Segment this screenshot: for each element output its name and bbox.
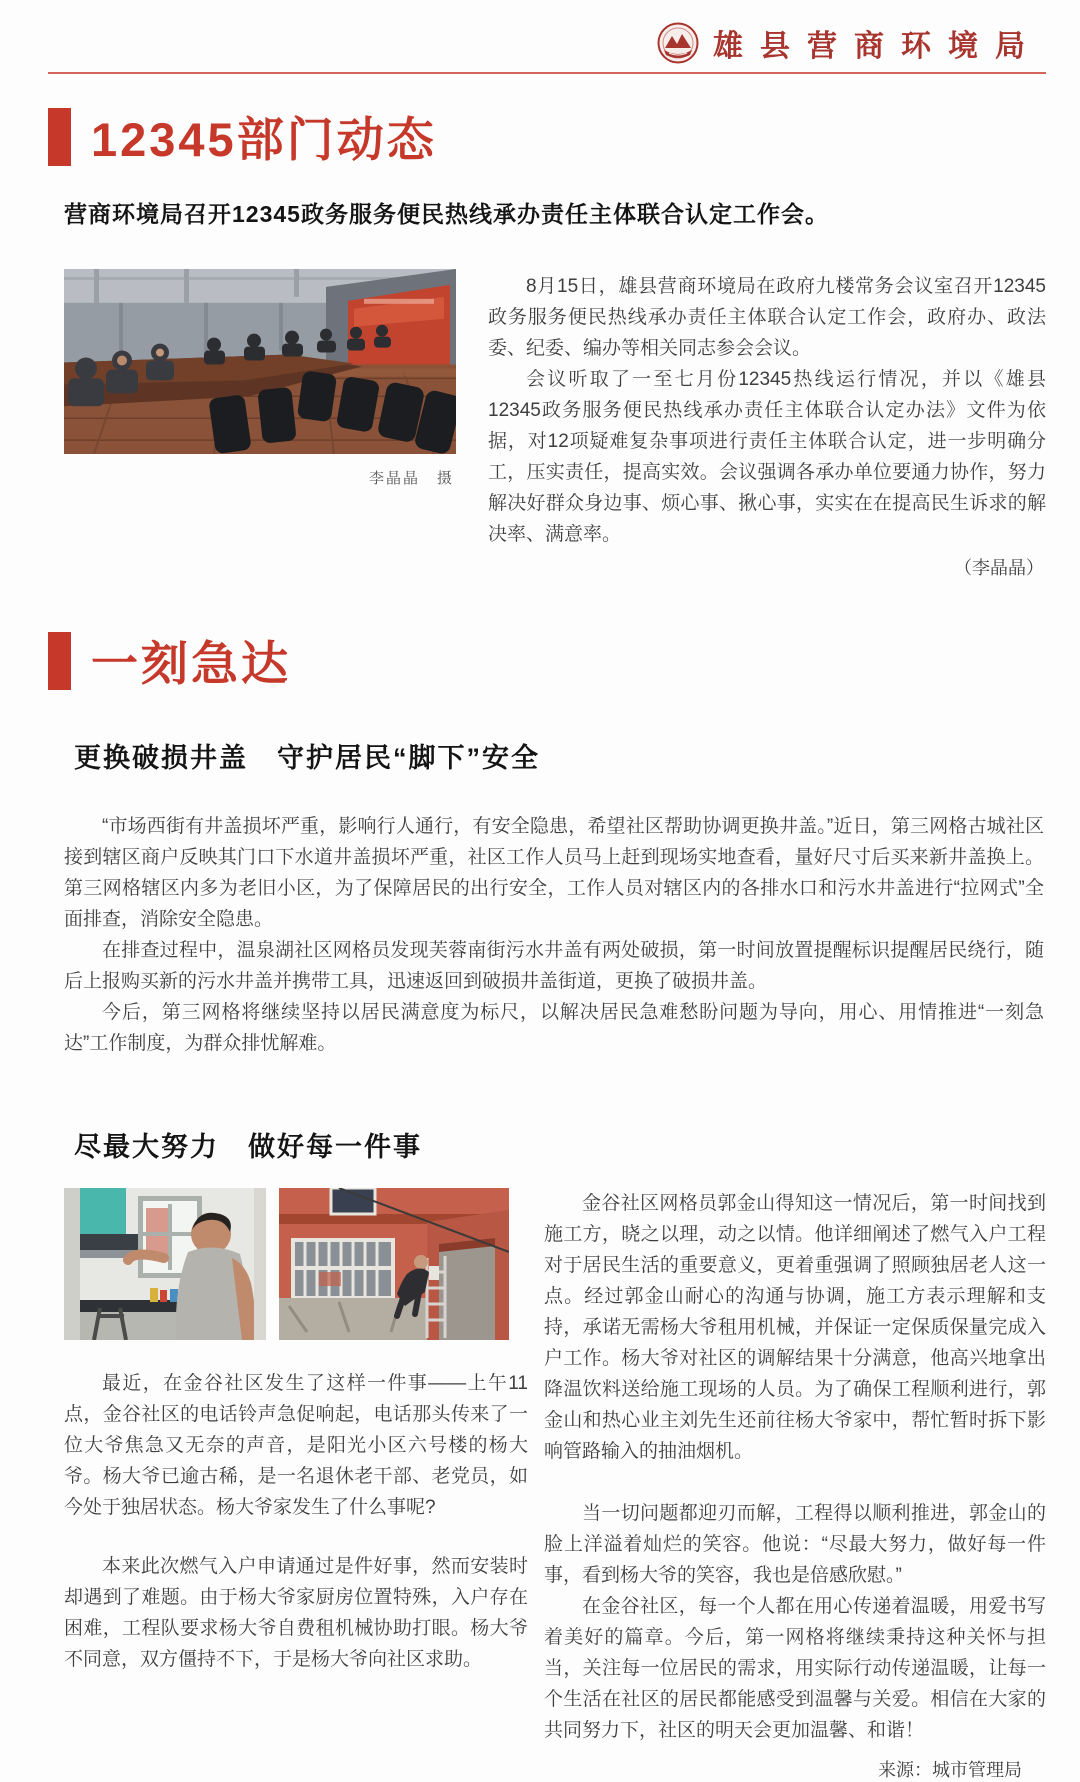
meeting-photo-block	[64, 269, 456, 580]
bureau-seal-icon	[657, 22, 699, 64]
paragraph: 当一切问题都迎刃而解，工程得以顺利推进，郭金山的脸上洋溢着灿烂的笑容。他说：“尽最大努力，做好每一件事，看到杨大爷的笑容，我也是倍感欣慰。”	[544, 1503, 1046, 1586]
section2-head	[48, 632, 1046, 690]
section1-text-col	[488, 269, 1046, 580]
article-headline-meeting: 营商环境局召开12345政务服务便民热线承办责任主体联合认定工作会。	[64, 201, 829, 227]
section2-title: 一刻急达	[91, 636, 291, 690]
section1-red-bar	[48, 108, 71, 166]
paragraph: 会议听取了一至七月份12345热线运行情况，并以《雄县12345政务服务便民热线承办责任主体联合认定办法》文件为依据，对12项疑难复杂事项进行责任主体联合认定，进一步明确分工，压实责任，提高实效。会议强调各承办单位要通力协作，努力解决好群众身边事、烦心事、揪心事，实实在在提高民生诉求的解决率、满意率。	[488, 369, 1046, 545]
article-headline-manhole: 更换破损井盖 守护居民“脚下”安全	[74, 743, 540, 773]
article-gas-columns	[64, 1188, 1046, 1782]
building-photo	[279, 1188, 509, 1340]
section1-head	[48, 108, 1046, 166]
photo-caption: 李晶晶 摄	[368, 470, 454, 487]
paragraph: 金谷社区网格员郭金山得知这一情况后，第一时间找到施工方，晓之以理，动之以情。他详细阐述了燃气入户工程对于居民生活的重要意义，更着重强调了照顾独居老人这一点。经过郭金山耐心的沟通与协调，施工方表示理解和支持，承诺无需杨大爷租用机械，并保证一定保质保量完成入户工作。杨大爷对社区的调解结果十分满意，他高兴地拿出降温饮料送给施工现场的人员。为了确保工程顺利进行，郭金山和热心业主刘先生还前往杨大爷家中，帮忙暂时拆下影响管路输入的抽油烟机。	[544, 1193, 1046, 1462]
section2-red-bar	[48, 632, 71, 690]
article-gas-right-col	[544, 1188, 1046, 1782]
section-express	[48, 632, 1046, 1782]
article-gas-left-col	[64, 1188, 528, 1782]
paragraph: 8月15日，雄县营商环境局在政府九楼常务会议室召开12345政务服务便民热线承办责任主体联合认定工作会，政府办、政法委、纪委、编办等相关同志参会会议。	[488, 276, 1046, 359]
header-divider	[48, 72, 1046, 74]
section1-title: 12345部门动态	[91, 112, 437, 166]
article-manhole	[48, 736, 1046, 1059]
paragraph: 最近，在金谷社区发生了这样一件事——上午11点，金谷社区的电话铃声急促响起，电话那头传来了一位大爷焦急又无奈的声音，是阳光小区六号楼的杨大爷。杨大爷已逾古稀，是一名退休老干部、老党员，如今处于独居状态。杨大爷家发生了什么事呢?	[64, 1373, 528, 1518]
article-manhole-body	[64, 811, 1044, 1059]
paragraph: 在金谷社区，每一个人都在用心传递着温暖，用爱书写着美好的篇章。今后，第一网格将继续秉持这种关怀与担当，关注每一位居民的需求，用实际行动传递温暖，让每一个生活在社区的居民都能感受到温馨与关爱。相信在大家的共同努力下，社区的明天会更加温馨、和谐！	[544, 1596, 1046, 1741]
source-credit: 来源：城市管理局	[878, 1760, 1022, 1780]
section1-content-row	[64, 269, 1046, 580]
article-headline-gas: 尽最大努力 做好每一件事	[74, 1132, 422, 1162]
paragraph: 本来此次燃气入户申请通过是件好事，然而安装时却遇到了难题。由于杨大爷家厨房位置特殊，入户存在困难，工程队要求杨大爷自费租机械协助打眼。杨大爷不同意，双方僵持不下，于是杨大爷向社区求助。	[64, 1556, 528, 1670]
byline: （李晶晶）	[954, 558, 1044, 578]
meeting-photo	[64, 269, 456, 454]
article-gas-install	[48, 1125, 1046, 1782]
page-header	[48, 20, 1046, 66]
org-name: 雄县营商环境局	[713, 30, 1042, 63]
section-dept-news	[48, 108, 1046, 580]
kitchen-photo	[64, 1188, 266, 1340]
paragraph: 今后，第三网格将继续坚持以居民满意度为标尺，以解决居民急难愁盼问题为导向，用心、用情推进“一刻急达”工作制度，为群众排忧解难。	[64, 1002, 1044, 1054]
paragraph: 在排查过程中，温泉湖社区网格员发现芙蓉南街污水井盖有两处破损，第一时间放置提醒标识提醒居民绕行，随后上报购买新的污水井盖并携带工具，迅速返回到破损井盖街道，更换了破损井盖。	[64, 940, 1044, 992]
paragraph: “市场西街有井盖损坏严重，影响行人通行，有安全隐患，希望社区帮助协调更换井盖。”近日，第三网格古城社区接到辖区商户反映其门口下水道井盖损坏严重，社区工作人员马上赶到现场实地查看，量好尺寸后买来新井盖换上。第三网格辖区内多为老旧小区，为了保障居民的出行安全，工作人员对辖区内的各排水口和污水井盖进行“拉网式”全面排查，消除安全隐患。	[64, 816, 1044, 930]
article-gas-photos	[64, 1188, 528, 1340]
